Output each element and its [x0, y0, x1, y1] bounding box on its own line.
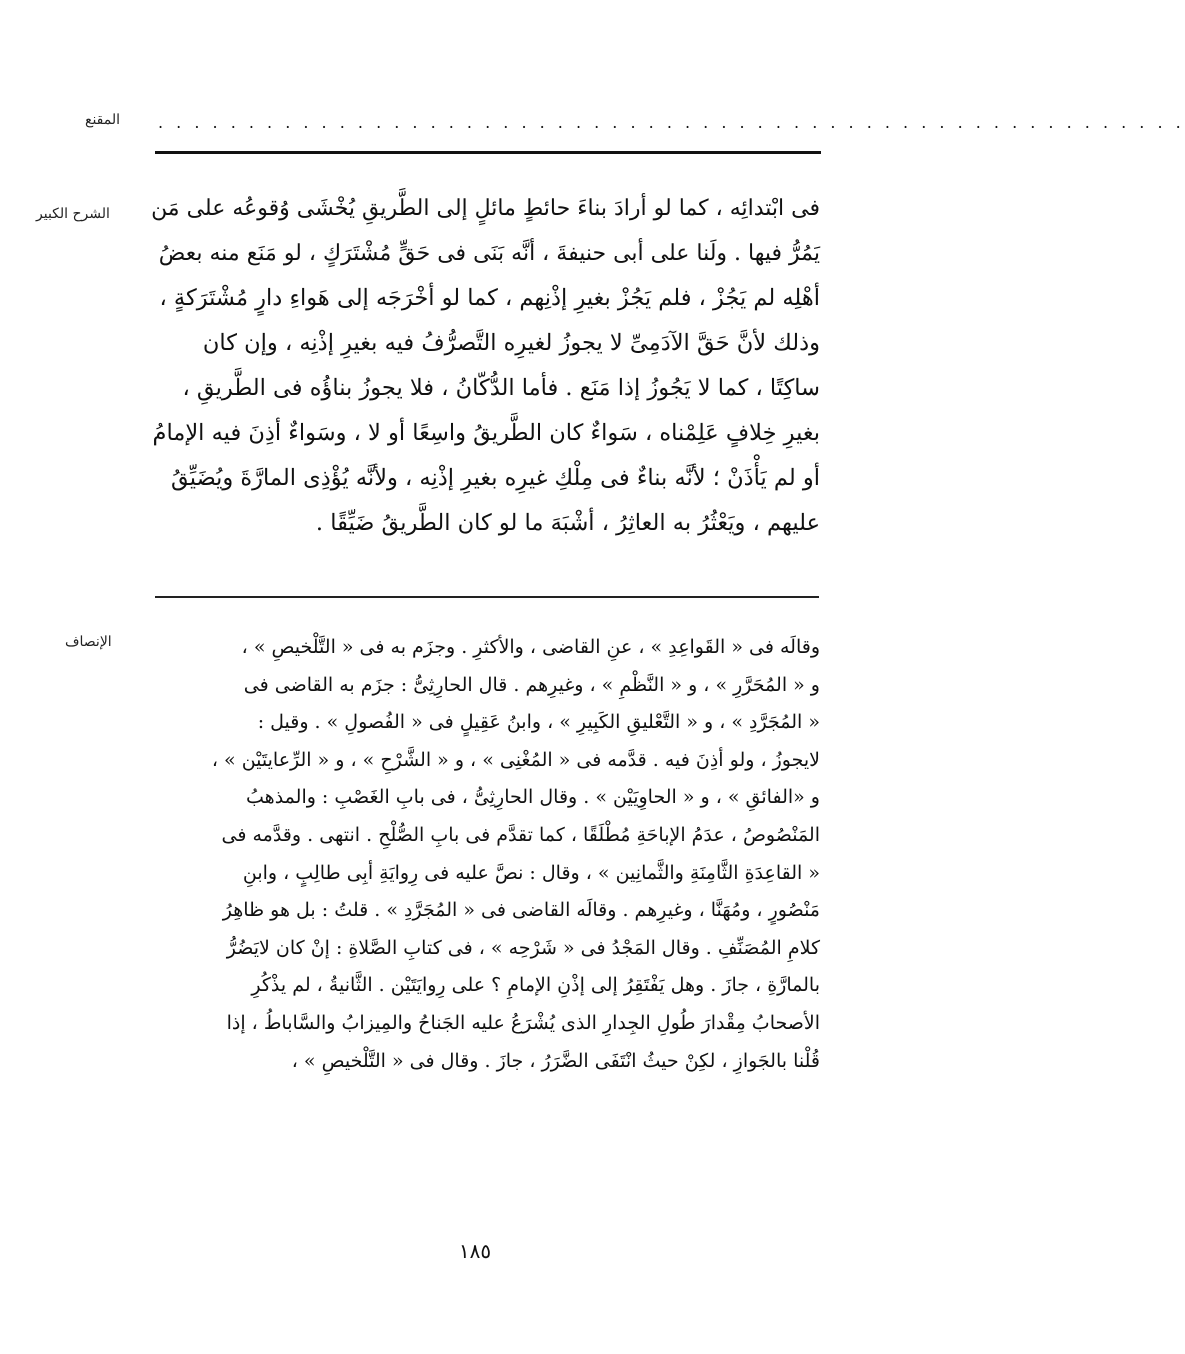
text-line: لايجوزُ ، ولو أذِنَ فيه . قدَّمه فى « المُغْنِى » ، و « الشَّرْحِ » ، و « الرِّعايتَيْن » ،	[211, 748, 820, 771]
header-book-title: المقنع	[85, 112, 121, 128]
section1-text	[150, 186, 820, 546]
text-line: فى ابْتدائِه ، كما لو أرادَ بناءَ حائطٍ مائلٍ إلى الطَّريقِ يُخْشَى وُقوعُه على مَن	[151, 196, 820, 221]
text-line: « القاعِدَةِ الثَّامِنَةِ والثَّمانِين » ، وقال : نصَّ عليه فى رِوايَةِ أبِى طالِبٍ ، وابنِ	[242, 861, 820, 884]
text-line: يَمُرُّ فيها . ولَنا على أبى حنيفةَ ، أنَّه بَنَى فى حَقٍّ مُشْتَرَكٍ ، لو مَنَع منه بعضُ	[158, 241, 820, 266]
text-line: بغيرِ خِلافٍ عَلِمْناه ، سَواءٌ كان الطَّريقُ واسِعًا أو لا ، وسَواءٌ أذِنَ فيه الإمامُ	[152, 420, 820, 446]
text-line: و « المُحَرَّرِ » ، و « النَّظْمِ » ، وغيرِهم . قال الحارِثِىُّ : جزَم به القاضى فى	[243, 673, 820, 696]
text-line: و «الفائقِ » ، و « الحاوِيَيْن » . وقال الحارِثِىُّ ، فى بابِ الغَصْبِ : والمذهبُ	[246, 786, 820, 809]
text-line: « المُجَرَّدِ » ، و « التَّعْليقِ الكَبِيرِ » ، وابنُ عَقِيلٍ فى « الفُصولِ » . وقيل :	[257, 711, 820, 734]
text-line: مَنْصُورٍ ، ومُهَنَّا ، وغيرِهم . وقالَه القاضى فى « المُجَرَّدِ » . قلتُ : بل هو ظاهِرُ	[222, 899, 820, 922]
section1-label: الشرح الكبير	[36, 206, 110, 222]
text-line: وقالَه فى « القَواعِدِ » ، عنِ القاضى ، والأكثرِ . وجزَم به فى « التَّلْخيصِ » ،	[241, 636, 820, 658]
section-divider	[155, 596, 819, 598]
text-line: عليهم ، ويَعْثُرُ به العاثِرُ ، أشْبَهَ ما لو كان الطَّريقُ ضَيِّقًا .	[315, 510, 820, 536]
header-rule	[155, 151, 821, 154]
text-line: كلامِ المُصَنِّفِ . وقال المَجْدُ فى « شَرْحِه » ، فى كتابِ الصَّلاةِ : إنْ كان لايَضُرُّ	[226, 936, 820, 959]
text-line: قُلْنا بالجَوازِ ، لكِنْ حيثُ انْتَفَى الضَّرَرُ ، جازَ . وقال فى « التَّلْخيصِ » ،	[291, 1049, 820, 1072]
section2-label: الإنصاف	[65, 634, 112, 650]
text-line: الأصحابُ مِقْدارَ طُولِ الجِدارِ الذى يُشْرَعُ عليه الجَناحُ والمِيزابُ والسَّاباطُ ، إذا	[226, 1011, 820, 1034]
text-line: وذلك لأنَّ حَقَّ الآدَمِىِّ لا يجوزُ لغيرِه التَّصرُّفُ فيه بغيرِ إذْنِه ، وإن كان	[202, 330, 820, 356]
header-dotted-leader: . . . . . . . . . . . . . . . . . . . . . . . . . . . . . . . . . . . . . . . . . . . . . . . . . . . . . . . . .	[158, 113, 1185, 132]
text-line: أهْلِه لم يَجُزْ ، فلم يَجُزْ بغيرِ إذْنِهم ، كما لو أخْرَجَه إلى هَواءِ دارٍ مُشْتَرَكةٍ ،	[159, 285, 820, 311]
text-line: ساكِتًا ، كما لا يَجُوزُ إذا مَنَع . فأما الدُّكّانُ ، فلا يجوزُ بناؤُه فى الطَّريقِ ،	[182, 375, 820, 401]
section2-text	[150, 629, 820, 1080]
text-line: المَنْصُوصُ ، عدَمُ الإباحَةِ مُطْلَقًا ، كما تقدَّم فى بابِ الصُّلْحِ . انتهى . وقدَّمه فى	[221, 823, 820, 846]
page-number: ١٨٥	[458, 1239, 492, 1263]
text-line: بالمارَّةِ ، جازَ . وهل يَفْتَقِرُ إلى إذْنِ الإمامِ ؟ على رِوايَتَيْن . الثَّانيةُ ، لم يذْكُرِ	[251, 974, 820, 997]
text-line: أو لم يَأْذَنْ ؛ لأنَّه بناءٌ فى مِلْكِ غيرِه بغيرِ إذْنِه ، ولأنَّه يُؤْذِى المارَّةَ ويُضَيِّقُ	[171, 465, 820, 491]
